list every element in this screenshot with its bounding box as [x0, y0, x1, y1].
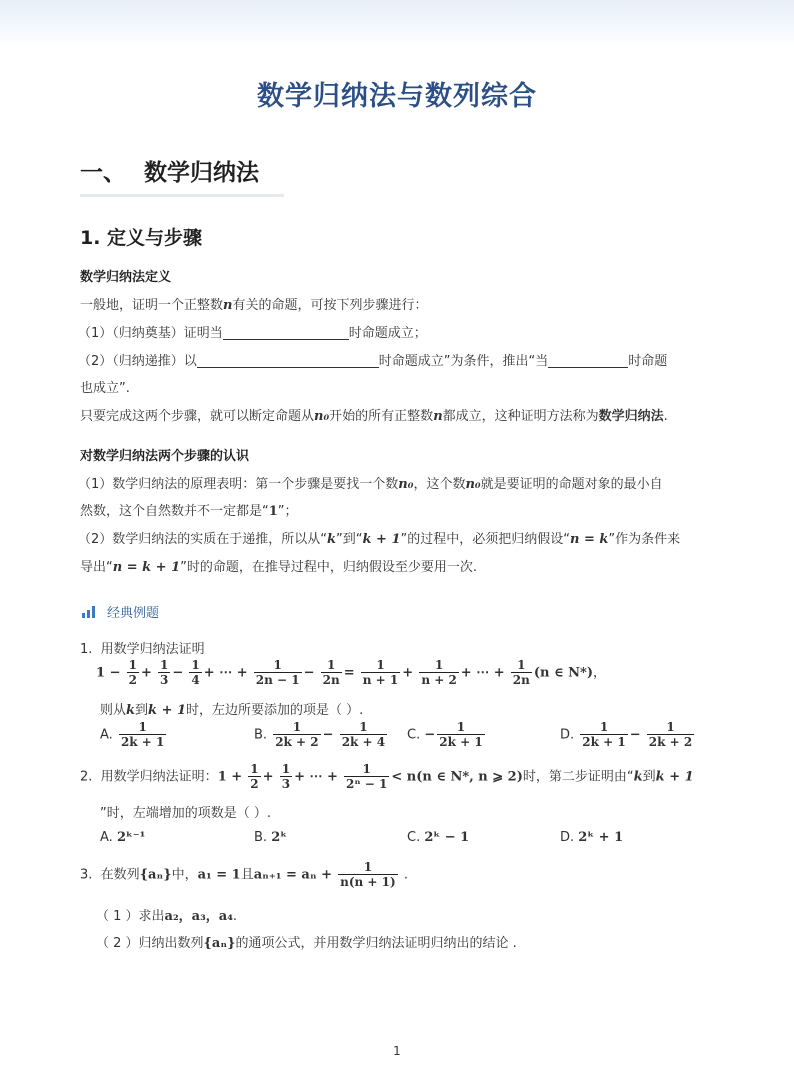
- understanding-p1: （1）数学归纳法的原理表明：第一个步骤是要找一个数n₀，这个数n₀就是要证明的命题对象的最小自: [78, 477, 663, 492]
- step2-blank-1: [197, 353, 379, 368]
- step1-blank: [223, 325, 349, 340]
- q1-option-a[interactable]: A. $\frac{1}{2k + 1}$: [100, 720, 165, 749]
- definition-intro: 一般地，证明一个正整数n有关的命题，可按下列步骤进行：: [80, 298, 428, 313]
- understanding-p2-cont: 导出“n = k + 1”时的命题，在推导过程中，归纳假设至少要用一次.: [80, 560, 478, 575]
- examples-heading: [82, 602, 159, 621]
- q1-option-b[interactable]: B. $\frac{1}{2k + 2}$ − $\frac{1}{2k + 4}$: [254, 720, 386, 749]
- q2-option-d[interactable]: D. 2ᵏ + 1: [560, 830, 624, 845]
- q2-stem-cont: ”时，左端增加的项数是（ ）.: [100, 806, 271, 821]
- subsection-heading: 1. 定义与步骤: [80, 227, 203, 249]
- header-band: [0, 0, 794, 48]
- q1-stem: 1. 用数学归纳法证明: [80, 642, 205, 657]
- q3-stem: 3. 在数列{aₙ}中，a₁ = 1且aₙ₊₁ = aₙ + $\frac{1}{n(n + 1)}$ .: [80, 860, 408, 889]
- q1-option-c[interactable]: C. − $\frac{1}{2k + 1}$: [407, 720, 483, 749]
- understanding-p2: （2）数学归纳法的实质在于递推，所以从“k”到“k + 1”的过程中，必须把归纳假设“n = k”作为条件来: [78, 532, 681, 547]
- q2-option-c[interactable]: C. 2ᵏ − 1: [407, 830, 470, 845]
- q1-option-d[interactable]: D. $\frac{1}{2k + 1}$ − $\frac{1}{2k + 2}$: [560, 720, 693, 749]
- section-title: 数学归纳法: [144, 160, 259, 186]
- definition-step2-cont: 也成立”.: [80, 381, 130, 396]
- q1-follow: 则从k到k + 1时，左边所要添加的项是（ ）.: [100, 703, 364, 718]
- q2-option-a[interactable]: A. 2ᵏ⁻¹: [100, 830, 146, 845]
- definition-heading: 数学归纳法定义: [80, 270, 172, 285]
- definition-step1: （1）（归纳奠基）证明当 时命题成立；: [78, 326, 427, 341]
- step2-blank-2: [548, 353, 628, 368]
- document-title: 数学归纳法与数列综合: [257, 81, 537, 112]
- definition-step2: （2）（归纳递推）以 时命题成立”为条件，推出“当 时命题: [78, 354, 668, 369]
- understanding-p1-cont: 然数，这个自然数并不一定都是“1”；: [80, 504, 298, 519]
- section-underline: [80, 194, 284, 197]
- q2-option-b[interactable]: B. 2ᵏ: [254, 830, 288, 845]
- definition-conclusion: 只要完成这两个步骤，就可以断定命题从n₀开始的所有正整数n都成立，这种证明方法称为数学归纳法.: [80, 409, 668, 424]
- bar-chart-icon: [82, 606, 97, 618]
- page-number: 1: [393, 1044, 401, 1058]
- q3-part1: （ 1 ）求出a₂，a₃，a₄.: [96, 909, 238, 924]
- examples-heading-label: 经典例题: [107, 606, 160, 621]
- section-heading: [80, 154, 259, 187]
- q1-formula: 1 − $\frac{1}{2}$ + $\frac{1}{3}$ − $\frac{1}{4}$ + ⋯ + $\frac{1}{2n - 1}$ − $\frac{1}{2n}$ = $\frac{1}{n + 1}$ + $\frac{1}{n + 2}$ + ⋯ + $\frac{1}{2n}$ (n ∈ N*)，: [96, 658, 606, 687]
- q2-stem: 2. 用数学归纳法证明：1 + $\frac{1}{2}$ + $\frac{1}{3}$ + ⋯ + $\frac{1}{\text{2ⁿ − 1}}$ < n(n ∈ N*, n ⩾ 2)时，第二步证明由“k到k + 1: [80, 762, 694, 791]
- understanding-heading: 对数学归纳法两个步骤的认识: [80, 449, 250, 464]
- q3-part2: （ 2 ）归纳出数列{aₙ}的通项公式，并用数学归纳法证明归纳出的结论 .: [96, 936, 517, 951]
- section-number: 一、: [80, 160, 126, 186]
